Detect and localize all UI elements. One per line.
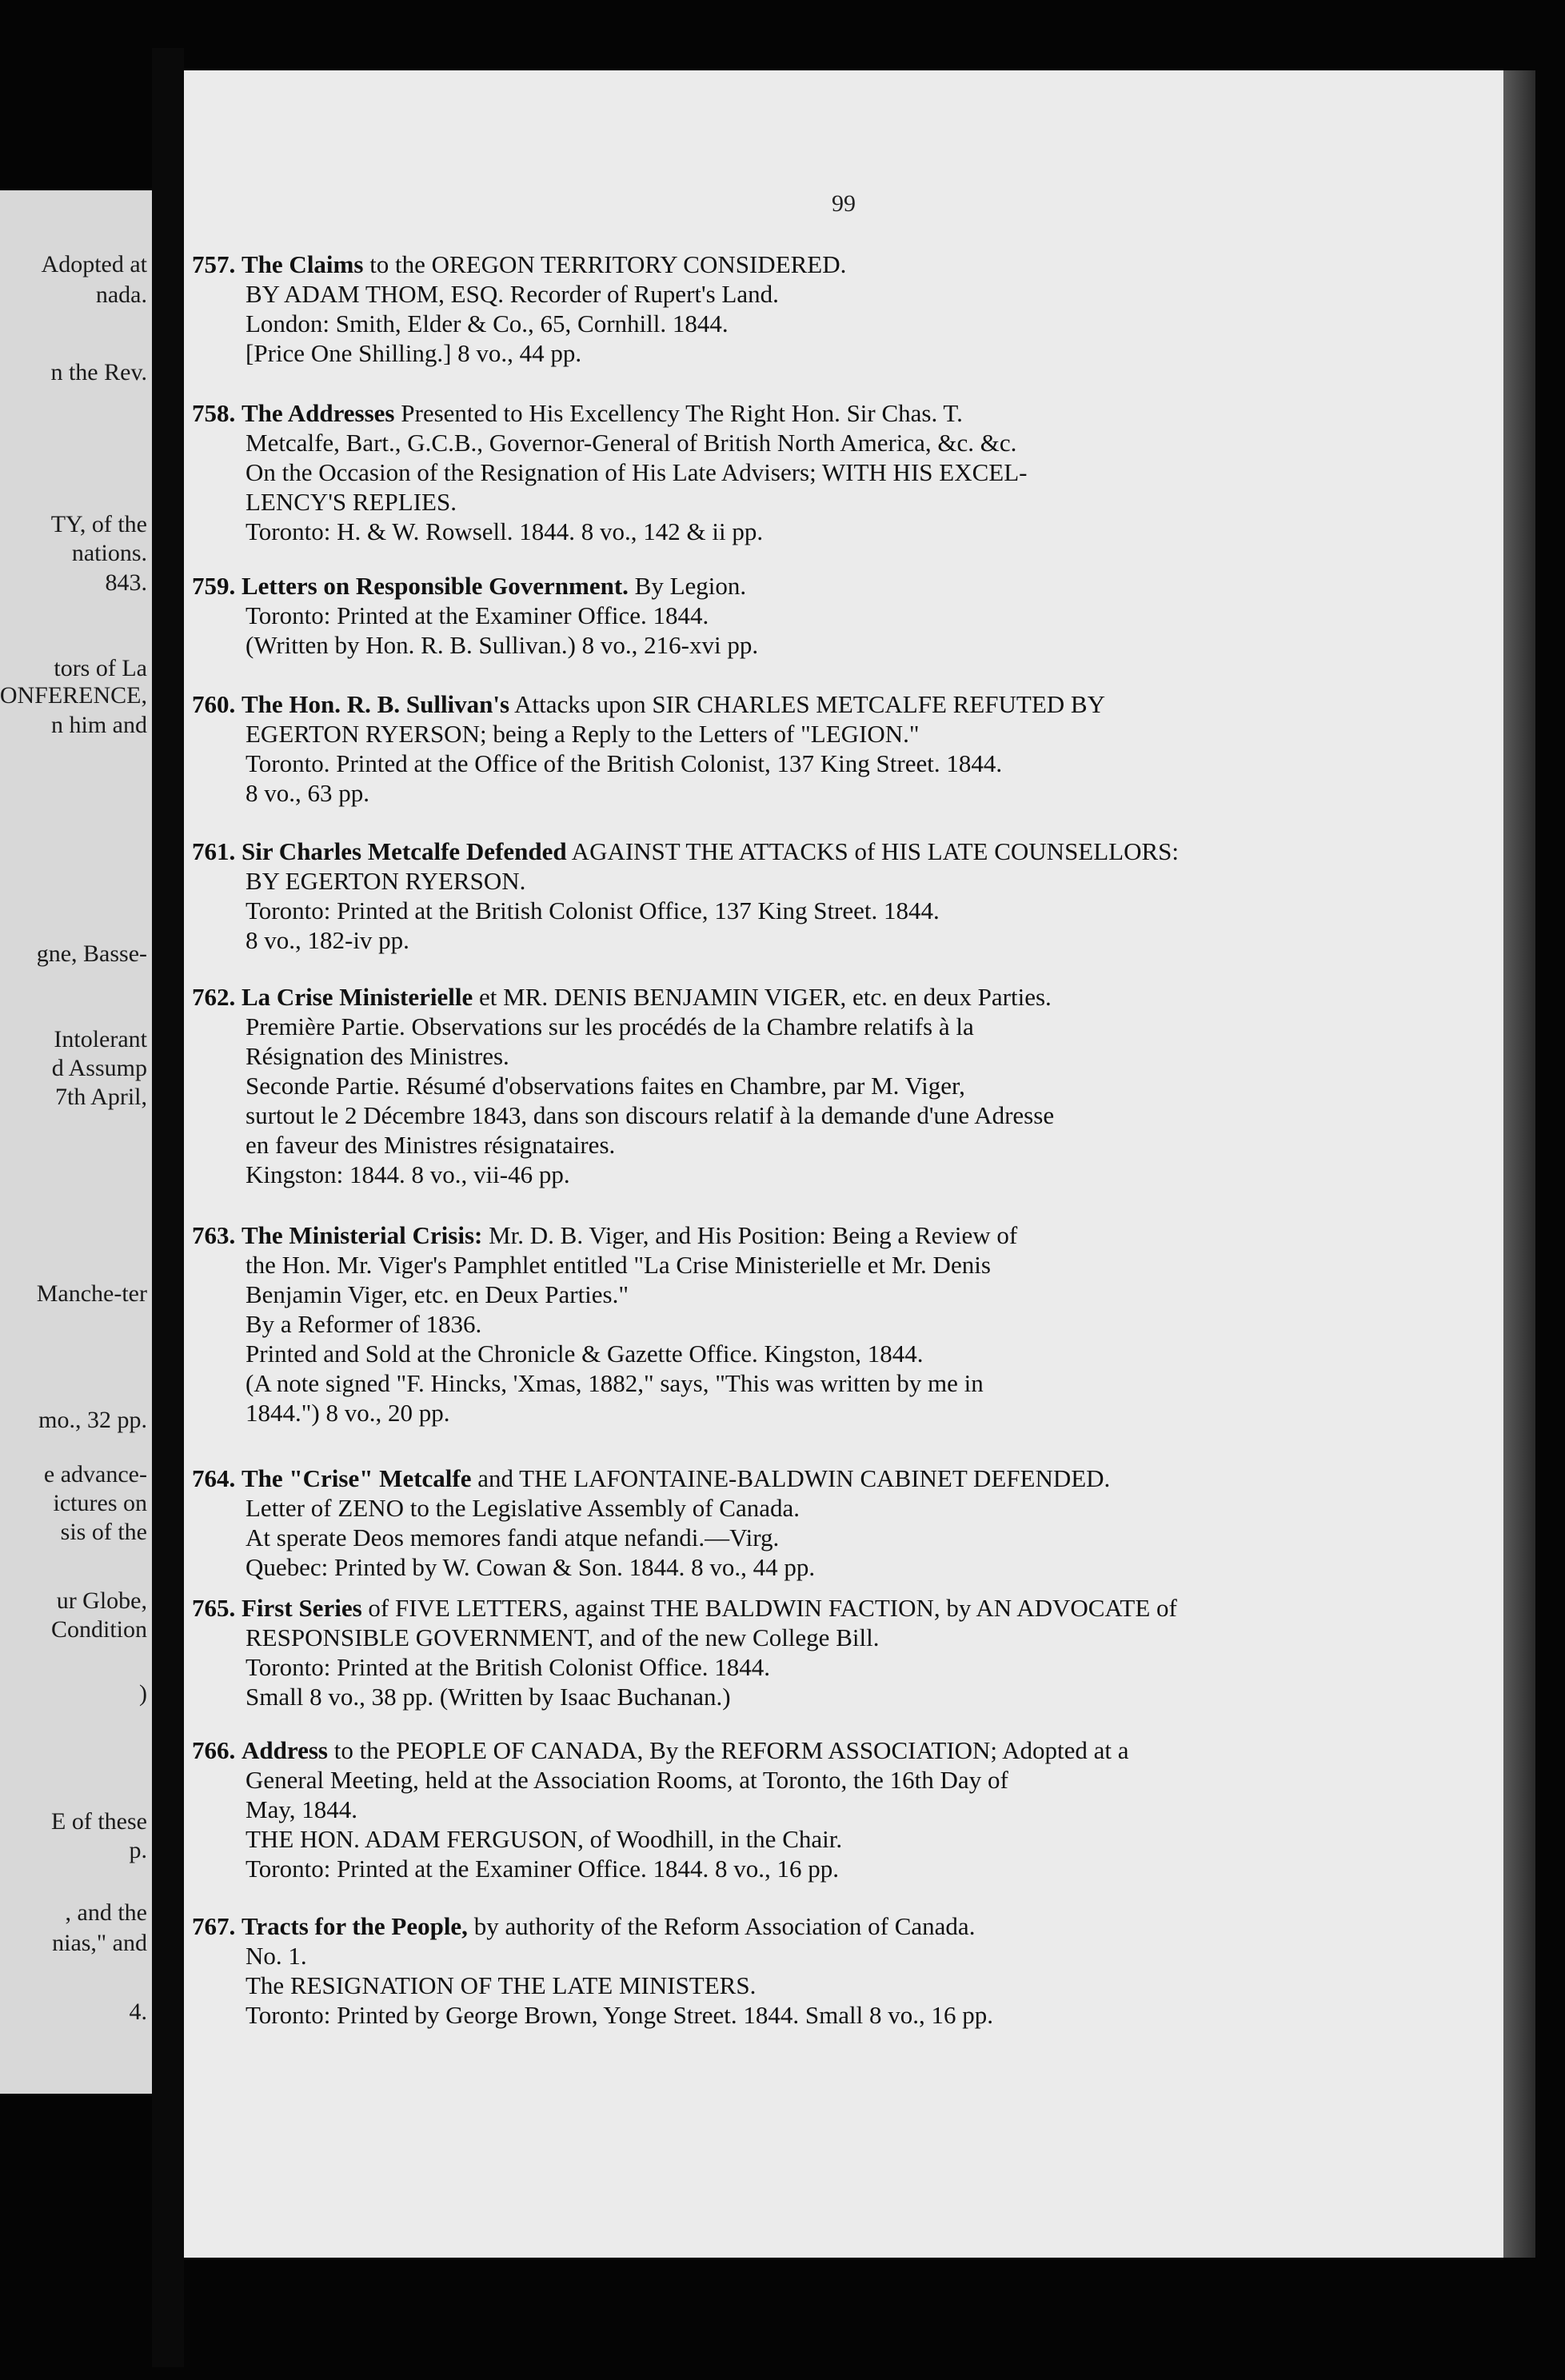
entry-number: 767. [192,1912,236,1940]
left-fragment: Condition [50,1616,147,1643]
entry-number: 762. [192,983,236,1011]
entry-detail-line: No. 1. [246,1942,307,1970]
entry-title: The Addresses [242,399,395,427]
entry-title-rest: of FIVE LETTERS, against THE BALDWIN FACTION, by AN ADVOCATE of [361,1594,1177,1622]
entry-title: The Claims [242,250,364,278]
bibliography-entry [192,1464,1335,1582]
page-number: 99 [832,190,856,217]
left-fragment: 4. [129,1999,147,2025]
entry-title: The Hon. R. B. Sullivan's [242,690,510,718]
entry-number: 757. [192,250,236,278]
entry-heading-line [192,250,1335,279]
entry-detail-line: surtout le 2 Décembre 1843, dans son discours relatif à la demande d'une Adresse [246,1101,1055,1129]
entry-number: 758. [192,399,236,427]
left-fragment: nias," and [52,1930,147,1956]
left-fragment: ONFERENCE, [0,682,147,709]
left-fragment: p. [129,1837,147,1863]
entry-detail-line: Toronto: Printed at the Examiner Office. 1844. [246,601,709,629]
entry-detail-line: London: Smith, Elder & Co., 65, Cornhill. 1844. [246,309,729,337]
entry-heading-line [192,982,1335,1012]
entry-title-rest: by authority of the Reform Association of Canada. [467,1912,976,1940]
left-fragment: TY, of the [50,511,147,537]
entry-title-rest: and THE LAFONTAINE-BALDWIN CABINET DEFENDED. [471,1464,1111,1492]
facing-page-fragment [0,190,152,2094]
left-fragment: Intolerant [54,1026,147,1052]
entry-title-rest: Presented to His Excellency The Right Hon. Sir Chas. T. [394,399,963,427]
entry-title: First Series [242,1594,362,1622]
bibliography-entry [192,250,1335,368]
entry-title-rest: et MR. DENIS BENJAMIN VIGER, etc. en deux Parties. [473,983,1052,1011]
left-fragment: E of these [51,1808,147,1835]
bibliography-entry [192,571,1335,660]
left-fragment: Manche-ter [36,1280,147,1307]
page-edge-shadow [1503,70,1535,2258]
entry-title-rest: By Legion. [628,572,747,600]
left-fragment: d Assump [51,1055,147,1081]
entry-title: Sir Charles Metcalfe Defended [242,837,567,865]
entry-detail-line: At sperate Deos memores fandi atque nefandi.—Virg. [246,1523,780,1551]
entry-detail-line: 8 vo., 63 pp. [246,779,369,807]
entry-detail-line: Résignation des Ministres. [246,1042,509,1070]
left-fragment: tors of La [54,655,147,681]
bibliography-entry [192,1735,1335,1883]
entry-detail-line: Toronto: Printed at the Examiner Office. 1844. 8 vo., 16 pp. [246,1855,839,1883]
bibliography-entry [192,398,1335,546]
entry-title: Letters on Responsible Government. [242,572,629,600]
entry-heading-line [192,689,1335,719]
left-fragment: , and the [65,1899,147,1926]
entry-detail-line: Première Partie. Observations sur les procédés de la Chambre relatifs à la [246,1012,974,1040]
entry-detail-line: Metcalfe, Bart., G.C.B., Governor-General of British North America, &c. &c. [246,429,1017,457]
entry-heading-line [192,1220,1335,1250]
left-fragment: Adopted at [41,251,147,278]
entry-detail-line: Toronto: Printed by George Brown, Yonge Street. 1844. Small 8 vo., 16 pp. [246,2001,993,2029]
entry-detail-line: The RESIGNATION OF THE LATE MINISTERS. [246,1971,757,1999]
left-fragment: gne, Basse- [36,940,147,967]
entry-detail-line: Toronto. Printed at the Office of the British Colonist, 137 King Street. 1844. [246,749,1003,777]
entry-title-rest: to the OREGON TERRITORY CONSIDERED. [363,250,847,278]
entry-detail-line: Seconde Partie. Résumé d'observations faites en Chambre, par M. Viger, [246,1072,965,1100]
entry-title-rest: Mr. D. B. Viger, and His Position: Being a Review of [482,1221,1018,1249]
left-fragment: e advance- [43,1461,147,1488]
entry-detail-line: Toronto: Printed at the British Colonist Office. 1844. [246,1653,770,1681]
left-fragment: ictures on [53,1490,147,1516]
entry-title-rest: to the PEOPLE OF CANADA, By the REFORM ASSOCIATION; Adopted at a [327,1736,1129,1764]
entry-title: Address [242,1736,328,1764]
entry-heading-line [192,398,1335,428]
entry-detail-line: May, 1844. [246,1795,358,1823]
entry-detail-line: Printed and Sold at the Chronicle & Gazette Office. Kingston, 1844. [246,1340,924,1368]
entry-detail-line: en faveur des Ministres résignataires. [246,1131,616,1159]
entry-detail-line: 1844.") 8 vo., 20 pp. [246,1399,450,1427]
entry-number: 763. [192,1221,236,1249]
entry-heading-line [192,1735,1335,1765]
entry-detail-line: (A note signed "F. Hincks, 'Xmas, 1882," says, "This was written by me in [246,1369,984,1397]
entry-number: 765. [192,1594,236,1622]
entry-detail-line: THE HON. ADAM FERGUSON, of Woodhill, in the Chair. [246,1825,843,1853]
entry-detail-line: BY ADAM THOM, ESQ. Recorder of Rupert's Land. [246,280,779,308]
entry-detail-line: On the Occasion of the Resignation of His Late Advisers; WITH HIS EXCEL- [246,458,1028,486]
entry-heading-line [192,837,1335,866]
entry-detail-line: Letter of ZENO to the Legislative Assembly of Canada. [246,1494,800,1522]
bibliography-entry [192,982,1335,1189]
left-fragment: n him and [51,712,147,738]
left-fragment: n the Rev. [50,359,147,385]
entry-detail-line: Benjamin Viger, etc. en Deux Parties." [246,1280,629,1308]
entry-heading-line [192,1464,1335,1493]
bibliography-entry [192,1911,1335,2030]
entry-number: 766. [192,1736,236,1764]
entry-title: The "Crise" Metcalfe [242,1464,472,1492]
entry-detail-line: Small 8 vo., 38 pp. (Written by Isaac Buchanan.) [246,1683,731,1711]
entry-detail-line: RESPONSIBLE GOVERNMENT, and of the new College Bill. [246,1623,880,1651]
entry-detail-line: 8 vo., 182-iv pp. [246,926,409,954]
entry-title-rest: Attacks upon SIR CHARLES METCALFE REFUTED BY [509,690,1105,718]
book-gutter [152,48,184,2367]
left-fragment: nations. [71,540,147,566]
entry-number: 764. [192,1464,236,1492]
entry-number: 759. [192,572,236,600]
left-fragment: ur Globe, [56,1587,147,1614]
entry-detail-line: [Price One Shilling.] 8 vo., 44 pp. [246,339,582,367]
left-fragment: mo., 32 pp. [38,1407,147,1433]
bibliography-entry [192,689,1335,808]
entry-detail-line: EGERTON RYERSON; being a Reply to the Letters of "LEGION." [246,720,920,748]
left-fragment: sis of the [60,1519,147,1545]
bibliography-entry [192,837,1335,955]
document-page [184,70,1503,2258]
entry-number: 761. [192,837,236,865]
entry-heading-line [192,1911,1335,1941]
entry-detail-line: Toronto: H. & W. Rowsell. 1844. 8 vo., 142 & ii pp. [246,517,764,545]
left-fragment: 7th April, [54,1084,147,1110]
entry-number: 760. [192,690,236,718]
entry-title: La Crise Ministerielle [242,983,473,1011]
left-fragment: ) [139,1680,147,1707]
left-fragment: 843. [105,569,147,596]
entry-detail-line: BY EGERTON RYERSON. [246,867,526,895]
entry-detail-line: By a Reformer of 1836. [246,1310,482,1338]
entry-title: The Ministerial Crisis: [242,1221,483,1249]
entry-detail-line: General Meeting, held at the Association Rooms, at Toronto, the 16th Day of [246,1766,1008,1794]
bibliography-entry [192,1593,1335,1711]
entry-title-rest: AGAINST THE ATTACKS of HIS LATE COUNSELLORS: [566,837,1180,865]
entry-detail-line: Toronto: Printed at the British Colonist Office, 137 King Street. 1844. [246,896,940,924]
entry-heading-line [192,1593,1335,1623]
left-fragment: nada. [95,282,147,308]
entry-detail-line: Kingston: 1844. 8 vo., vii-46 pp. [246,1160,570,1188]
bibliography-entry [192,1220,1335,1428]
entry-heading-line [192,571,1335,601]
entry-title: Tracts for the People, [242,1912,468,1940]
entry-detail-line: Quebec: Printed by W. Cowan & Son. 1844. 8 vo., 44 pp. [246,1553,816,1581]
entry-detail-line: (Written by Hon. R. B. Sullivan.) 8 vo., 216-xvi pp. [246,631,759,659]
entry-detail-line: the Hon. Mr. Viger's Pamphlet entitled "La Crise Ministerielle et Mr. Denis [246,1251,991,1279]
entry-detail-line: LENCY'S REPLIES. [246,488,457,516]
